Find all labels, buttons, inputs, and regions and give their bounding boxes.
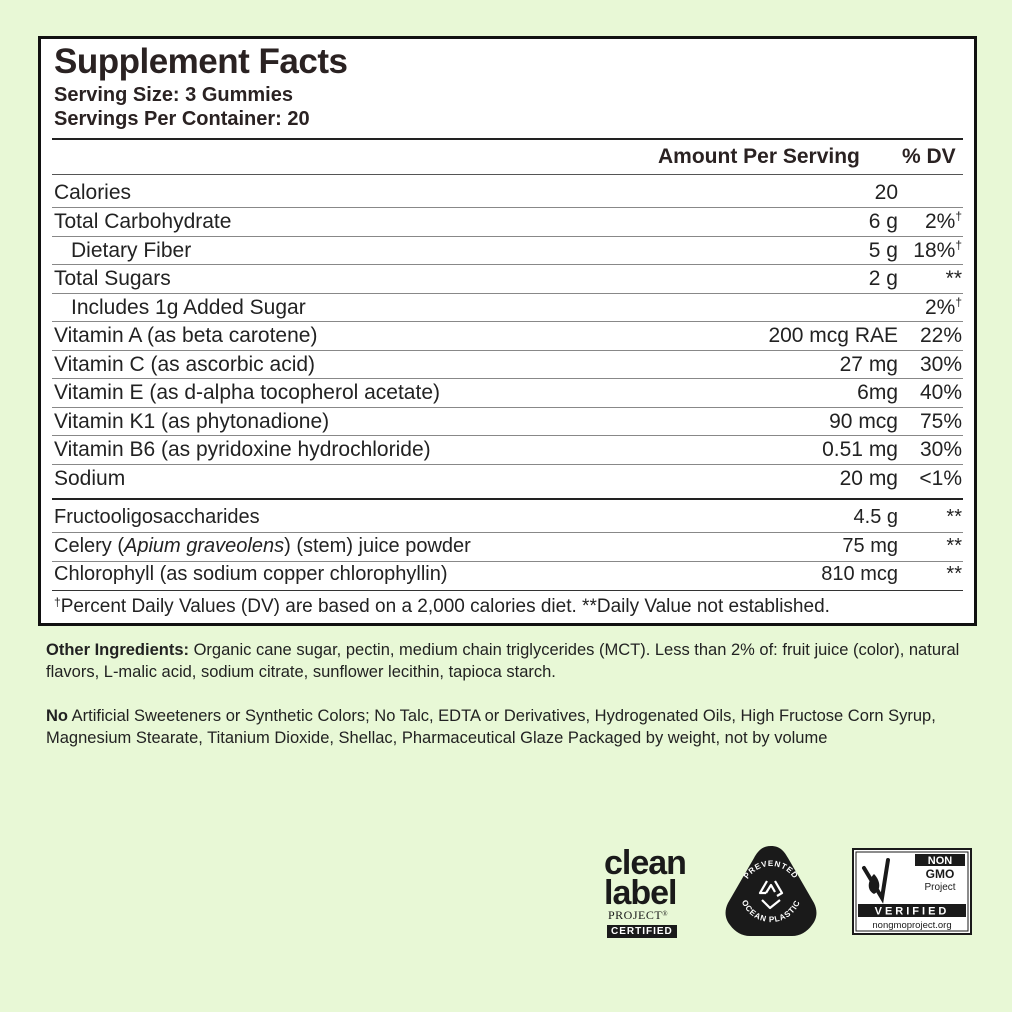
ingredient-name: Chlorophyll (as sodium copper chlorophyllin) — [54, 563, 448, 585]
nutrient-dv: 30% — [919, 438, 962, 461]
nutrient-row — [54, 265, 962, 293]
divider — [52, 498, 963, 500]
ingredient-name: Fructooligosaccharides — [54, 506, 260, 528]
nutrient-dv: 2%† — [924, 209, 962, 233]
dv-header: % DV — [902, 145, 956, 168]
ingredient-amount: 75 mg — [842, 535, 898, 557]
nutrient-dv: 18%† — [913, 238, 962, 262]
ingredient-row — [54, 533, 962, 561]
other-ingredients — [46, 639, 971, 683]
prevented-ocean-plastic-logo — [722, 843, 820, 939]
nutrient-name: Vitamin B6 (as pyridoxine hydrochloride) — [54, 438, 431, 461]
facts-title: Supplement Facts — [54, 42, 348, 81]
nutrient-name: Total Carbohydrate — [54, 210, 232, 233]
serving-size: Serving Size: 3 Gummies — [54, 84, 293, 106]
nutrient-amount: 6 g — [868, 210, 898, 233]
svg-text:NON: NON — [927, 855, 953, 867]
nutrient-amount: 20 — [874, 181, 898, 204]
svg-text:nongmoproject.org: nongmoproject.org — [872, 920, 952, 931]
servings-per-container: Servings Per Container: 20 — [54, 108, 310, 130]
nutrient-row — [54, 322, 962, 350]
divider — [52, 174, 963, 175]
nutrient-dv: 75% — [919, 410, 962, 433]
ingredient-row — [54, 504, 962, 532]
logo-certified-badge: CERTIFIED — [607, 925, 677, 938]
nutrient-amount: 2 g — [868, 267, 898, 290]
logo-text: clean label — [604, 844, 686, 912]
nutrient-dv: 30% — [919, 353, 962, 376]
nutrient-row — [54, 379, 962, 407]
nutrient-row — [54, 208, 962, 236]
nutrient-amount: 20 mg — [839, 467, 898, 490]
nutrient-row — [54, 436, 962, 464]
nutrient-name: Total Sugars — [54, 267, 171, 290]
svg-text:Project: Project — [924, 882, 956, 893]
ingredient-amount: 810 mcg — [821, 563, 898, 585]
nutrient-dv: 22% — [919, 324, 962, 347]
nutrient-name: Sodium — [54, 467, 126, 490]
svg-text:GMO: GMO — [925, 867, 955, 881]
nutrient-name: Vitamin A (as beta carotene) — [54, 324, 318, 347]
dv-footnote: †Percent Daily Values (DV) are based on a 2,000 calories diet. **Daily Value not established. — [54, 595, 830, 617]
nutrient-name: Vitamin E (as d-alpha tocopherol acetate) — [54, 381, 440, 404]
divider — [52, 138, 963, 140]
nutrient-row — [54, 237, 962, 265]
nutrient-dv: <1% — [919, 467, 962, 490]
nutrient-name: Dietary Fiber — [71, 239, 192, 262]
nutrient-amount: 6mg — [857, 381, 898, 404]
nutrient-dv: ** — [945, 267, 962, 290]
amount-per-serving-header: Amount Per Serving — [658, 145, 860, 168]
clean-label-project-logo — [604, 844, 696, 940]
nutrient-dv: 2%† — [924, 295, 962, 319]
butterfly-icon — [852, 848, 974, 936]
ingredient-name: Celery (Apium graveolens) (stem) juice powder — [54, 535, 471, 557]
no-statement-label: No — [46, 707, 68, 725]
nutrient-amount: 27 mg — [839, 353, 898, 376]
ingredient-dv: ** — [946, 506, 962, 528]
other-ingredients-text: Organic cane sugar, pectin, medium chain triglycerides (MCT). Less than 2% of: fruit juice (color), natural flavors, L-malic acid, sodium citrate, sunflower lecithin, tapioca starch. — [46, 641, 960, 681]
supplement-facts-panel — [38, 36, 977, 626]
ingredient-row — [54, 561, 962, 589]
ingredient-amount: 4.5 g — [853, 506, 898, 528]
svg-text:VERIFIED: VERIFIED — [874, 905, 950, 918]
nutrient-name: Vitamin C (as ascorbic acid) — [54, 353, 316, 376]
nutrient-row — [54, 465, 962, 493]
ingredient-dv: ** — [946, 563, 962, 585]
nutrient-row — [54, 179, 962, 207]
nutrient-dv: 40% — [919, 381, 962, 404]
recycle-icon — [722, 843, 820, 939]
nutrient-name: Includes 1g Added Sugar — [71, 296, 306, 319]
no-statement — [46, 705, 971, 749]
nutrient-amount: 0.51 mg — [822, 438, 898, 461]
nutrient-amount: 90 mcg — [829, 410, 898, 433]
nutrient-name: Calories — [54, 181, 132, 204]
no-statement-text: Artificial Sweeteners or Synthetic Colors; No Talc, EDTA or Derivatives, Hydrogenated Oils, High Fructose Corn Syrup, Magnesium Stearate, Titanium Dioxide, Shellac, Pharmaceutical Glaze Packaged by weight, not by volume — [46, 707, 936, 747]
svg-text:OCEAN PLASTIC: OCEAN PLASTIC — [739, 898, 803, 925]
nutrient-name: Vitamin K1 (as phytonadione) — [54, 410, 330, 433]
divider — [52, 590, 963, 591]
svg-text:PREVENTED: PREVENTED — [741, 858, 801, 881]
ingredient-dv: ** — [946, 535, 962, 557]
logo-text: PROJECT® — [608, 908, 669, 922]
nutrient-row — [54, 351, 962, 379]
other-ingredients-label: Other Ingredients: — [46, 641, 190, 659]
nutrient-amount: 200 mcg RAE — [768, 324, 898, 347]
nutrient-row — [54, 294, 962, 322]
non-gmo-project-logo — [852, 848, 974, 936]
nutrient-amount: 5 g — [868, 239, 898, 262]
nutrient-row — [54, 408, 962, 436]
